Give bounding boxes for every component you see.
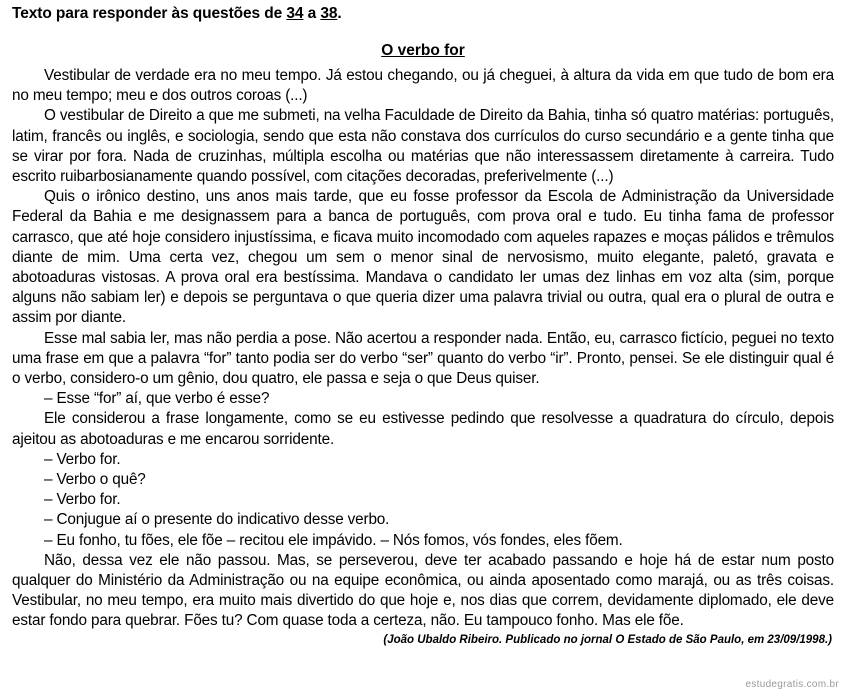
document xyxy=(12,0,834,648)
header-suffix: . xyxy=(337,5,342,22)
source-citation: (João Ubaldo Ribeiro. Publicado no jornal O Estado de São Paulo, em 23/09/1998.) xyxy=(383,633,832,646)
dialogue-line: – Conjugue aí o presente do indicativo desse verbo. xyxy=(44,511,390,529)
dialogue-line: – Eu fonho, tu fões, ele fõe – recitou ele impávido. – Nós fomos, vós fondes, eles fõem. xyxy=(44,531,623,549)
paragraph: Vestibular de verdade era no meu tempo. Já estou chegando, ou já cheguei, à altura da vida em que tudo de bom era no meu tempo; meu e dos outros coroas (...) xyxy=(12,67,834,105)
dialogue-line: – Verbo o quê? xyxy=(44,471,146,489)
paragraph: O vestibular de Direito a que me submeti, na velha Faculdade de Direito da Bahia, tinha só quatro matérias: português, latim, francês ou inglês, e sociologia, sendo que esta não constava dos currículos do curso secundário e a gente tinha que se virar por fora. Nada de cruzinhas, múltipla escolha ou matérias que não interessassem diretamente à carreira. Tudo escrito ruibarbosianamente quando possível, com citações decoradas, preferivelmente (...) xyxy=(12,107,834,186)
instruction-header xyxy=(12,5,834,23)
text-title: O verbo for xyxy=(381,42,465,59)
text-body xyxy=(12,66,834,632)
question-start-number: 34 xyxy=(286,5,304,22)
question-end-number: 38 xyxy=(320,5,338,22)
site-watermark: estudegratis.com.br xyxy=(745,679,839,690)
dialogue-line: – Verbo for. xyxy=(44,491,121,509)
dialogue-line: – Esse “for” aí, que verbo é esse? xyxy=(44,390,270,408)
paragraph: Quis o irônico destino, uns anos mais tarde, que eu fosse professor da Escola de Administração da Universidade Federal da Bahia e me designassem para a banca de português, com prova oral e tudo. Eu tinha fama de professor carrasco, que até hoje considero injustíssima, e ficava muito incomodado com aqueles rapazes e moças pálidos e trêmulos diante de mim. Uma certa vez, chegou um sem o menor sinal de nervosismo, muito elegante, paletó, gravata e abotoaduras vistosas. A prova oral era bestíssima. Mandava o candidato ler umas dez linhas em voz alta (sim, porque alguns não sabiam ler) e depois se perguntava o que queria dizer uma palavra trivial ou outra, qual era o plural de outra e assim por diante. xyxy=(12,188,834,327)
dialogue-line: – Verbo for. xyxy=(44,450,121,468)
paragraph: Ele considerou a frase longamente, como se eu estivesse pedindo que resolvesse a quadratura do círculo, depois ajeitou as abotoaduras e me encarou sorridente. xyxy=(12,410,834,448)
paragraph: Não, dessa vez ele não passou. Mas, se perseverou, deve ter acabado passando e hoje há de estar num posto qualquer do Ministério da Administração ou na equipe econômica, ou ainda aposentado como marajá, ou as três coisas. Vestibular, no meu tempo, era muito mais divertido do que hoje e, nos dias que correm, devidamente diplomado, ele deve estar fondo para quebrar. Fões tu? Com quase toda a certeza, não. Eu tampouco fonho. Mas ele fõe. xyxy=(12,551,834,630)
header-conjunction: a xyxy=(303,5,321,22)
paragraph: Esse mal sabia ler, mas não perdia a pose. Não acertou a responder nada. Então, eu, carrasco fictício, peguei no texto uma frase em que a palavra “for” tanto podia ser do verbo “ser” quanto do verbo “ir”. Pronto, pensei. Se ele distinguir qual é o verbo, considero-o um gênio, dou quatro, ele passa e seja o que Deus quiser. xyxy=(12,329,834,388)
header-prefix: Texto para responder às questões de xyxy=(12,5,287,22)
